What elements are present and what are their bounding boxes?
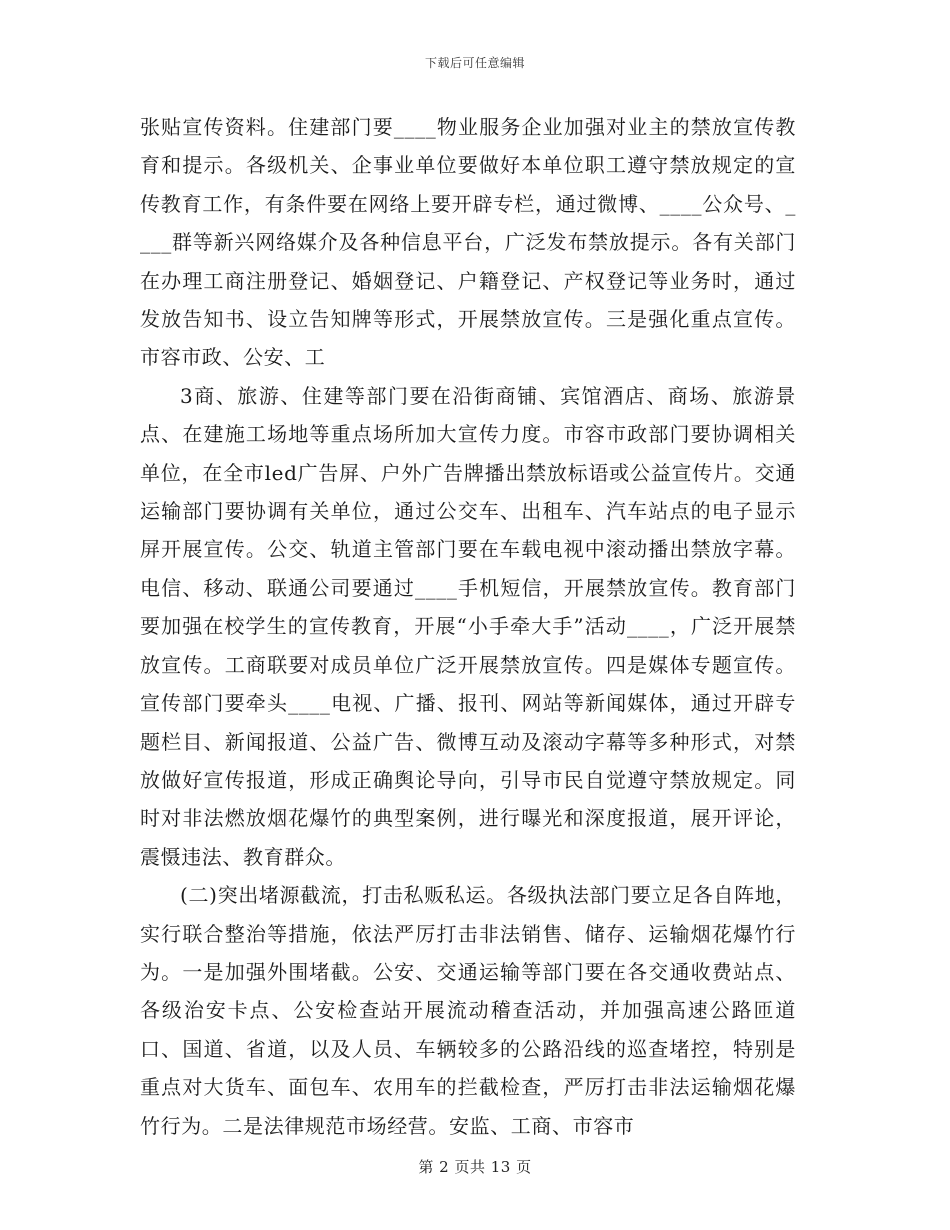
page-header: 下载后可任意编辑: [424, 56, 525, 70]
paragraph-2: 3商、旅游、住建等部门要在沿街商铺、宾馆酒店、商场、旅游景点、在建施工场地等重点场所加大宣传力度。市容市政部门要协调相关单位，在全市led广告屏、户外广告牌播出禁放标语或公益宣传片。交通运输部门要协调有关单位，通过公交车、出租车、汽车站点的电子显示屏开展宣传。公交、轨道主管部门要在车载电视中滚动播出禁放字幕。电信、移动、联通公司要通过____手机短信，开展禁放宣传。教育部门要加强在校学生的宣传教育，开展“小手牵大手”活动____，广泛开展禁放宣传。工商联要对成员单位广泛开展禁放宣传。四是媒体专题宣传。宣传部门要牵头____电视、广播、报刊、网站等新闻媒体，通过开辟专题栏目、新闻报道、公益广告、微博互动及滚动字幕等多种形式，对禁放做好宣传报道，形成正确舆论导向，引导市民自觉遵守禁放规定。同时对非法燃放烟花爆竹的典型案例，进行曝光和深度报道，展开评论，震慑违法、教育群众。: [140, 383, 796, 869]
paragraph-1: 张贴宣传资料。住建部门要____物业服务企业加强对业主的禁放宣传教育和提示。各级机关、企事业单位要做好本单位职工遵守禁放规定的宣传教育工作，有条件要在网络上要开辟专栏，通过微博、____公众号、____群等新兴网络媒介及各种信息平台，广泛发布禁放提示。各有关部门在办理工商注册登记、婚姻登记、户籍登记、产权登记等业务时，通过发放告知书、设立告知牌等形式，开展禁放宣传。三是强化重点宣传。市容市政、公安、工: [140, 115, 796, 370]
document-body: [140, 108, 796, 1145]
paragraph-3: (二)突出堵源截流，打击私贩私运。各级执法部门要立足各自阵地，实行联合整治等措施，依法严厉打击非法销售、储存、运输烟花爆竹行为。一是加强外围堵截。公安、交通运输等部门要在各交通收费站点、各级治安卡点、公安检查站开展流动稽查活动，并加强高速公路匝道口、国道、省道，以及人员、车辆较多的公路沿线的巡查堵控，特别是重点对大货车、面包车、农用车的拦截检查，严厉打击非法运输烟花爆竹行为。二是法律规范市场经营。安监、工商、市容市: [140, 883, 796, 1138]
page-number: 第 2 页共 13 页: [418, 1158, 532, 1176]
